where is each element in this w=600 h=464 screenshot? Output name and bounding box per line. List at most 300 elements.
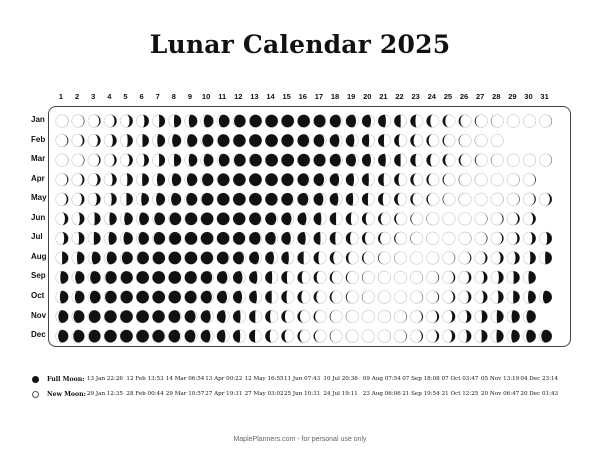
moon-phase-day	[507, 173, 520, 186]
moon-phase-day	[104, 291, 117, 304]
moon-phase-day	[491, 291, 504, 304]
moon-phase-day	[104, 232, 117, 245]
moon-phase-day	[281, 271, 294, 284]
moon-phase-day	[72, 330, 85, 343]
moon-phase-day	[72, 115, 85, 128]
day-number: 6	[139, 92, 144, 101]
moon-phase-day	[298, 134, 311, 147]
moon-phase-day	[330, 193, 343, 206]
moon-phase-day	[346, 154, 359, 167]
moon-phase-day	[88, 193, 101, 206]
moon-phase-day	[459, 154, 472, 167]
moon-phase-day	[410, 330, 423, 343]
moon-phase-day	[475, 154, 488, 167]
moon-phase-day	[72, 134, 85, 147]
moon-phase-day	[120, 271, 133, 284]
moon-phase-day	[378, 291, 391, 304]
moon-phase-day	[378, 193, 391, 206]
moon-phase-day	[362, 173, 375, 186]
new-moon-date: 27 May 03:02	[244, 391, 284, 397]
full-moon-label: Full Moon:	[47, 376, 85, 383]
moon-phase-day	[394, 232, 407, 245]
moon-phase-day	[426, 134, 439, 147]
moon-phase-day	[88, 232, 101, 245]
moon-phase-day	[265, 232, 278, 245]
day-number: 14	[266, 92, 275, 101]
moon-phase-day	[233, 271, 246, 284]
moon-phase-day	[459, 310, 472, 323]
moon-phase-day	[475, 291, 488, 304]
day-number: 29	[508, 92, 517, 101]
moon-phase-day	[56, 173, 69, 186]
day-number: 15	[282, 92, 291, 101]
moon-phase-day	[136, 173, 149, 186]
moon-phase-day	[152, 252, 165, 265]
moon-phase-day	[330, 310, 343, 323]
moon-phase-day	[539, 291, 552, 304]
moon-phase-day	[169, 310, 182, 323]
moon-phase-day	[362, 134, 375, 147]
moon-phase-day	[265, 252, 278, 265]
moon-phase-day	[185, 271, 198, 284]
moon-phase-day	[233, 310, 246, 323]
moon-phase-day	[539, 115, 552, 128]
moon-phase-day	[152, 115, 165, 128]
moon-phase-day	[169, 232, 182, 245]
moon-phase-day	[394, 310, 407, 323]
moon-phase-day	[88, 291, 101, 304]
full-moon-date: 10 Jul 20:36	[323, 376, 358, 382]
moon-phase-day	[56, 154, 69, 167]
moon-phase-day	[475, 173, 488, 186]
moon-phase-day	[459, 115, 472, 128]
moon-phase-day	[152, 173, 165, 186]
moon-phase-day	[233, 291, 246, 304]
moon-phase-day	[185, 310, 198, 323]
moon-phase-day	[88, 154, 101, 167]
full-moon-date: 11 Jun 07:43	[284, 376, 321, 382]
moon-phase-day	[88, 252, 101, 265]
moon-phase-day	[443, 291, 456, 304]
moon-phase-day	[249, 134, 262, 147]
moon-phase-day	[152, 310, 165, 323]
moon-phase-day	[72, 154, 85, 167]
moon-phase-day	[475, 271, 488, 284]
moon-phase-day	[281, 291, 294, 304]
moon-phase-day	[185, 154, 198, 167]
moon-phase-day	[152, 193, 165, 206]
moon-phase-day	[459, 252, 472, 265]
moon-phase-day	[346, 291, 359, 304]
month-label: May	[31, 193, 47, 203]
moon-phase-day	[169, 193, 182, 206]
moon-phase-day	[346, 310, 359, 323]
moon-phase-day	[523, 330, 536, 343]
moon-phase-day	[104, 271, 117, 284]
full-moon-date: 13 Jan 22:26	[87, 376, 123, 382]
moon-phase-day	[298, 154, 311, 167]
moon-phase-day	[298, 193, 311, 206]
moon-phase-day	[120, 232, 133, 245]
moon-phase-day	[330, 232, 343, 245]
moon-phase-day	[523, 154, 536, 167]
day-number: 27	[475, 92, 485, 101]
day-number: 2	[75, 92, 80, 101]
moon-phase-day	[185, 115, 198, 128]
moon-phase-grid	[48, 106, 571, 347]
moon-phase-day	[378, 271, 391, 284]
moon-phase-day	[201, 330, 214, 343]
moon-phase-day	[314, 232, 327, 245]
day-number: 22	[395, 92, 404, 101]
moon-phase-day	[394, 213, 407, 226]
legend	[31, 374, 591, 410]
moon-phase-day	[281, 232, 294, 245]
moon-phase-day	[217, 271, 230, 284]
moon-phase-day	[491, 252, 504, 265]
moon-phase-day	[88, 271, 101, 284]
moon-phase-day	[88, 134, 101, 147]
moon-phase-day	[88, 213, 101, 226]
moon-phase-day	[88, 310, 101, 323]
moon-phase-day	[443, 271, 456, 284]
moon-phase-day	[314, 271, 327, 284]
moon-phase-day	[539, 252, 552, 265]
moon-phase-day	[330, 213, 343, 226]
day-number: 25	[443, 92, 453, 101]
moon-phase-day	[217, 173, 230, 186]
day-number: 10	[201, 92, 211, 101]
moon-phase-day	[104, 173, 117, 186]
moon-phase-day	[233, 330, 246, 343]
moon-phase-day	[281, 134, 294, 147]
day-number: 7	[155, 92, 160, 101]
moon-phase-day	[426, 291, 439, 304]
moon-phase-day	[104, 252, 117, 265]
moon-phase-day	[249, 252, 262, 265]
moon-phase-day	[185, 252, 198, 265]
moon-phase-day	[491, 330, 504, 343]
moon-phase-day	[346, 193, 359, 206]
moon-phase-day	[459, 134, 472, 147]
moon-phase-day	[169, 154, 182, 167]
moon-phase-day	[394, 271, 407, 284]
moon-phase-day	[217, 213, 230, 226]
moon-phase-day	[443, 252, 456, 265]
moon-phase-day	[378, 232, 391, 245]
moon-phase-day	[523, 252, 536, 265]
day-number: 9	[187, 92, 193, 101]
moon-phase-day	[443, 310, 456, 323]
moon-phase-day	[475, 115, 488, 128]
moon-phase-day	[265, 193, 278, 206]
moon-phase-day	[394, 154, 407, 167]
moon-phase-day	[88, 173, 101, 186]
moon-phase-day	[491, 213, 504, 226]
month-label: Jun	[31, 212, 46, 222]
moon-phase-day	[443, 213, 456, 226]
month-label: Oct	[31, 291, 45, 301]
moon-phase-day	[72, 213, 85, 226]
moon-phase-day	[507, 193, 520, 206]
day-number: 16	[298, 92, 307, 101]
full-moon-date: 14 Mar 06:54	[165, 376, 205, 382]
moon-phase-day	[233, 154, 246, 167]
moon-phase-day	[169, 330, 182, 343]
moon-phase-day	[169, 213, 182, 226]
moon-phase-day	[378, 252, 391, 265]
moon-phase-day	[233, 213, 246, 226]
moon-phase-day	[443, 173, 456, 186]
moon-phase-canvas	[49, 107, 572, 348]
moon-phase-day	[410, 213, 423, 226]
moon-phase-day	[394, 115, 407, 128]
moon-phase-day	[249, 291, 262, 304]
moon-phase-day	[281, 154, 294, 167]
moon-phase-day	[298, 232, 311, 245]
moon-phase-day	[265, 271, 278, 284]
moon-phase-day	[330, 291, 343, 304]
moon-phase-day	[201, 154, 214, 167]
moon-phase-day	[362, 310, 375, 323]
moon-phase-day	[233, 232, 246, 245]
moon-phase-day	[298, 213, 311, 226]
moon-phase-day	[426, 154, 439, 167]
full-moon-date: 12 Feb 13:53	[126, 376, 164, 382]
moon-phase-day	[265, 154, 278, 167]
moon-phase-day	[249, 193, 262, 206]
month-label: Jan	[31, 115, 45, 124]
moon-phase-day	[523, 310, 536, 323]
moon-phase-day	[507, 252, 520, 265]
moon-phase-day	[72, 252, 85, 265]
new-moon-date: 29 Jan 12:35	[87, 391, 123, 397]
moon-phase-day	[410, 154, 423, 167]
moon-phase-day	[362, 232, 375, 245]
moon-phase-day	[217, 154, 230, 167]
moon-phase-day	[443, 134, 456, 147]
moon-phase-day	[249, 232, 262, 245]
moon-phase-day	[426, 213, 439, 226]
moon-phase-day	[410, 134, 423, 147]
moon-phase-day	[281, 330, 294, 343]
moon-phase-day	[201, 193, 214, 206]
moon-phase-day	[169, 115, 182, 128]
moon-phase-day	[523, 291, 536, 304]
moon-phase-day	[56, 213, 69, 226]
moon-phase-day	[523, 193, 536, 206]
moon-phase-day	[410, 232, 423, 245]
month-label: Sep	[31, 271, 46, 281]
moon-phase-day	[475, 252, 488, 265]
moon-phase-day	[426, 330, 439, 343]
moon-phase-day	[120, 310, 133, 323]
moon-phase-day	[491, 173, 504, 186]
moon-phase-day	[152, 154, 165, 167]
page-title: Lunar Calendar 2025	[149, 30, 451, 59]
moon-phase-day	[217, 232, 230, 245]
moon-phase-day	[459, 271, 472, 284]
new-moon-date: 25 Jun 10:31	[284, 391, 321, 397]
full-moon-date: 07 Oct 03:47	[441, 376, 479, 382]
moon-phase-day	[120, 330, 133, 343]
new-moon-date: 28 Feb 00:44	[126, 391, 164, 397]
moon-phase-day	[201, 310, 214, 323]
moon-phase-day	[152, 291, 165, 304]
moon-phase-day	[72, 271, 85, 284]
month-label: Dec	[31, 330, 46, 340]
day-number: 18	[330, 92, 340, 101]
moon-phase-day	[459, 173, 472, 186]
moon-phase-day	[298, 271, 311, 284]
moon-phase-day	[265, 115, 278, 128]
full-moon-date: 05 Nov 13:19	[481, 376, 520, 382]
moon-phase-day	[185, 232, 198, 245]
moon-phase-day	[314, 213, 327, 226]
new-moon-date: 23 Aug 06:06	[362, 391, 401, 397]
moon-phase-day	[185, 193, 198, 206]
moon-phase-day	[491, 193, 504, 206]
moon-phase-day	[249, 213, 262, 226]
moon-phase-day	[314, 330, 327, 343]
moon-phase-day	[56, 193, 69, 206]
moon-phase-day	[169, 173, 182, 186]
new-moon-date: 24 Jul 19:11	[323, 391, 358, 397]
moon-phase-day	[426, 232, 439, 245]
moon-phase-day	[88, 115, 101, 128]
moon-phase-day	[72, 173, 85, 186]
moon-phase-day	[104, 193, 117, 206]
moon-phase-day	[394, 193, 407, 206]
moon-phase-day	[249, 115, 262, 128]
moon-phase-day	[201, 252, 214, 265]
moon-phase-day	[523, 213, 536, 226]
moon-phase-day	[201, 173, 214, 186]
new-moon-label: New Moon:	[47, 391, 86, 398]
full-moon-date: 12 May 16:55	[244, 376, 284, 382]
moon-phase-day	[330, 252, 343, 265]
moon-phase-day	[475, 134, 488, 147]
moon-phase-day	[346, 252, 359, 265]
moon-phase-day	[265, 173, 278, 186]
moon-phase-day	[426, 193, 439, 206]
month-label: Mar	[31, 154, 46, 164]
moon-phase-day	[443, 330, 456, 343]
new-moon-date: 21 Sep 19:54	[402, 391, 440, 397]
moon-phase-day	[314, 115, 327, 128]
moon-phase-day	[72, 310, 85, 323]
moon-phase-day	[56, 252, 69, 265]
moon-phase-day	[362, 271, 375, 284]
moon-phase-day	[346, 134, 359, 147]
moon-phase-day	[136, 232, 149, 245]
moon-phase-day	[346, 330, 359, 343]
moon-phase-day	[507, 115, 520, 128]
moon-phase-day	[233, 193, 246, 206]
day-number: 4	[107, 92, 112, 101]
moon-phase-day	[120, 291, 133, 304]
month-label: Aug	[31, 251, 47, 261]
full-moon-date: 09 Aug 07:54	[362, 376, 401, 382]
moon-phase-day	[152, 330, 165, 343]
full-moon-legend-row	[31, 374, 591, 388]
moon-phase-day	[394, 134, 407, 147]
moon-phase-day	[72, 291, 85, 304]
moon-phase-day	[362, 193, 375, 206]
moon-phase-day	[298, 252, 311, 265]
moon-phase-day	[298, 330, 311, 343]
moon-phase-day	[523, 115, 536, 128]
moon-phase-day	[426, 252, 439, 265]
moon-phase-day	[330, 330, 343, 343]
day-number: 13	[250, 92, 259, 101]
moon-phase-day	[362, 330, 375, 343]
moon-phase-day	[136, 115, 149, 128]
moon-phase-day	[378, 330, 391, 343]
day-number: 31	[540, 92, 549, 101]
moon-phase-day	[201, 232, 214, 245]
day-number: 19	[346, 92, 356, 101]
moon-phase-day	[201, 213, 214, 226]
moon-phase-day	[185, 291, 198, 304]
full-moon-date: 07 Sep 18:08	[402, 376, 440, 382]
moon-phase-day	[410, 271, 423, 284]
moon-phase-day	[330, 271, 343, 284]
moon-phase-day	[56, 134, 69, 147]
moon-phase-day	[169, 271, 182, 284]
moon-phase-day	[233, 134, 246, 147]
moon-phase-day	[217, 252, 230, 265]
moon-phase-day	[475, 310, 488, 323]
moon-phase-day	[120, 134, 133, 147]
moon-phase-day	[298, 310, 311, 323]
moon-phase-day	[56, 310, 69, 323]
moon-phase-day	[169, 252, 182, 265]
moon-phase-day	[378, 134, 391, 147]
full-moon-date: 13 Apr 00:22	[205, 376, 243, 382]
moon-phase-day	[491, 232, 504, 245]
moon-phase-day	[185, 134, 198, 147]
moon-phase-day	[346, 232, 359, 245]
moon-phase-day	[459, 193, 472, 206]
moon-phase-day	[249, 173, 262, 186]
moon-phase-day	[314, 173, 327, 186]
moon-phase-day	[346, 271, 359, 284]
moon-phase-day	[185, 330, 198, 343]
day-number: 24	[427, 92, 436, 101]
moon-phase-day	[314, 193, 327, 206]
moon-phase-day	[281, 252, 294, 265]
moon-phase-day	[120, 154, 133, 167]
moon-phase-day	[104, 310, 117, 323]
day-number-header	[0, 92, 600, 106]
new-moon-date: 20 Dec 01:43	[520, 391, 559, 397]
moon-phase-day	[298, 115, 311, 128]
moon-phase-day	[410, 252, 423, 265]
moon-phase-day	[217, 134, 230, 147]
moon-phase-day	[443, 193, 456, 206]
moon-phase-day	[281, 115, 294, 128]
moon-phase-day	[281, 173, 294, 186]
moon-phase-day	[265, 310, 278, 323]
moon-phase-day	[104, 330, 117, 343]
moon-phase-day	[475, 232, 488, 245]
moon-phase-day	[507, 291, 520, 304]
moon-phase-day	[410, 291, 423, 304]
moon-phase-day	[539, 330, 552, 343]
moon-phase-day	[394, 252, 407, 265]
moon-phase-day	[249, 271, 262, 284]
